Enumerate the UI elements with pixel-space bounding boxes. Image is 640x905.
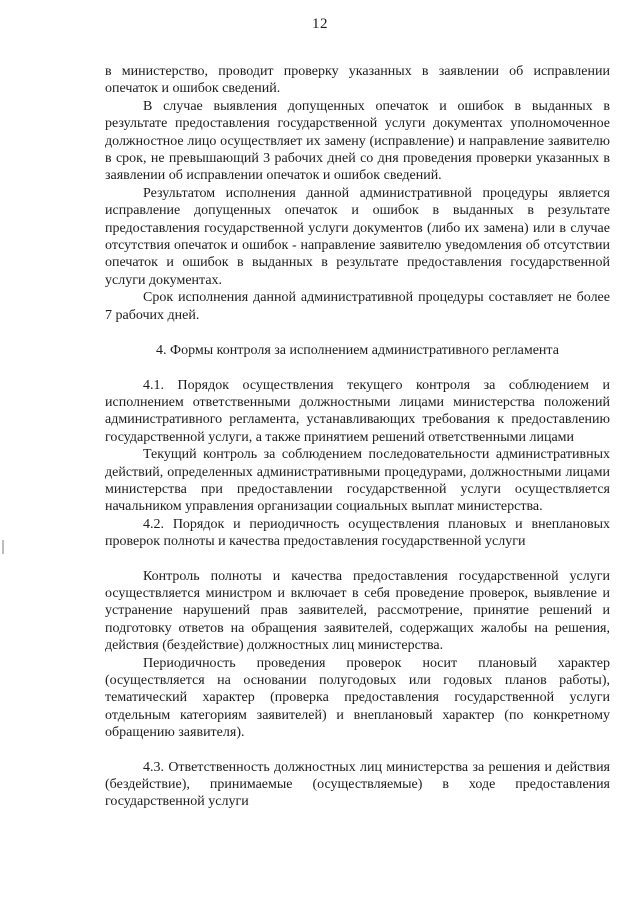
paragraph-quality-control: Контроль полноты и качества предоставления государственной услуги осуществляется министром и включает в себя проведение проверок, выявление и устранение нарушений прав заявителей, рассмотрение, принятие решений и подготовку ответов на обращения заявителей, содержащих жалобы на решения, действия (бездействие) должностных лиц министерства. <box>105 568 610 654</box>
paragraph-current-control: Текущий контроль за соблюдением последовательности административных действий, определенных административными процедурами, должностными лицами министерства при предоставлении государственной услуги осуществляется начальником управления организации социальных выплат министерства. <box>105 447 610 515</box>
paragraph-procedure-term: Срок исполнения данной административной процедуры составляет не более 7 рабочих дней. <box>105 290 610 323</box>
subsection-4-2-title: 4.2. Порядок и периодичность осуществления плановых и внеплановых проверок полноты и качества предоставления государственной услуги <box>105 516 610 550</box>
paragraph-continuation: в министерство, проводит проверку указанных в заявлении об исправлении опечаток и ошибок сведений. <box>105 64 610 97</box>
page-number: 12 <box>312 16 328 32</box>
paragraph-error-correction: В случае выявления допущенных опечаток и ошибок в выданных в результате предоставления государственной услуги документах уполномоченное должностное лицо осуществляет их замену (исправление) и направление заявителю в срок, не превышающий 3 рабочих дней со дня проведения проверки указанных в заявлении об исправлении опечаток и ошибок сведений. <box>105 98 610 184</box>
subsection-4-1-title: 4.1. Порядок осуществления текущего контроля за соблюдением и исполнением ответственными должностными лицами министерства положений административного регламента, устанавливающих требования к предоставлению государственной услуги, а также принятием решений ответственными лицами <box>105 377 610 445</box>
paragraph-inspection-frequency: Периодичность проведения проверок носит плановый характер (осуществляется на основании полугодовых или годовых планов работы), тематический характер (проверка предоставления государственной услуги отдельным категориям заявителей) и внеплановый характер (по конкретному обращению заявителя). <box>105 655 610 741</box>
paragraph-procedure-result: Результатом исполнения данной административной процедуры является исправление допущенных опечаток и ошибок в выданных в результате предоставления государственной услуги документов (либо их замена) или в случае отсутствия опечаток и ошибок - направление заявителю уведомления об отсутствии опечаток и ошибок в выданных в результате предоставления государственной услуги документах. <box>105 185 610 288</box>
section-heading-4: 4. Формы контроля за исполнением административного регламента <box>156 343 559 359</box>
subsection-4-3-title: 4.3. Ответственность должностных лиц министерства за решения и действия (бездействие), принимаемые (осуществляемые) в ходе предоставления государственной услуги <box>105 759 610 810</box>
scan-edge-mark <box>2 540 4 554</box>
document-body <box>105 63 610 811</box>
